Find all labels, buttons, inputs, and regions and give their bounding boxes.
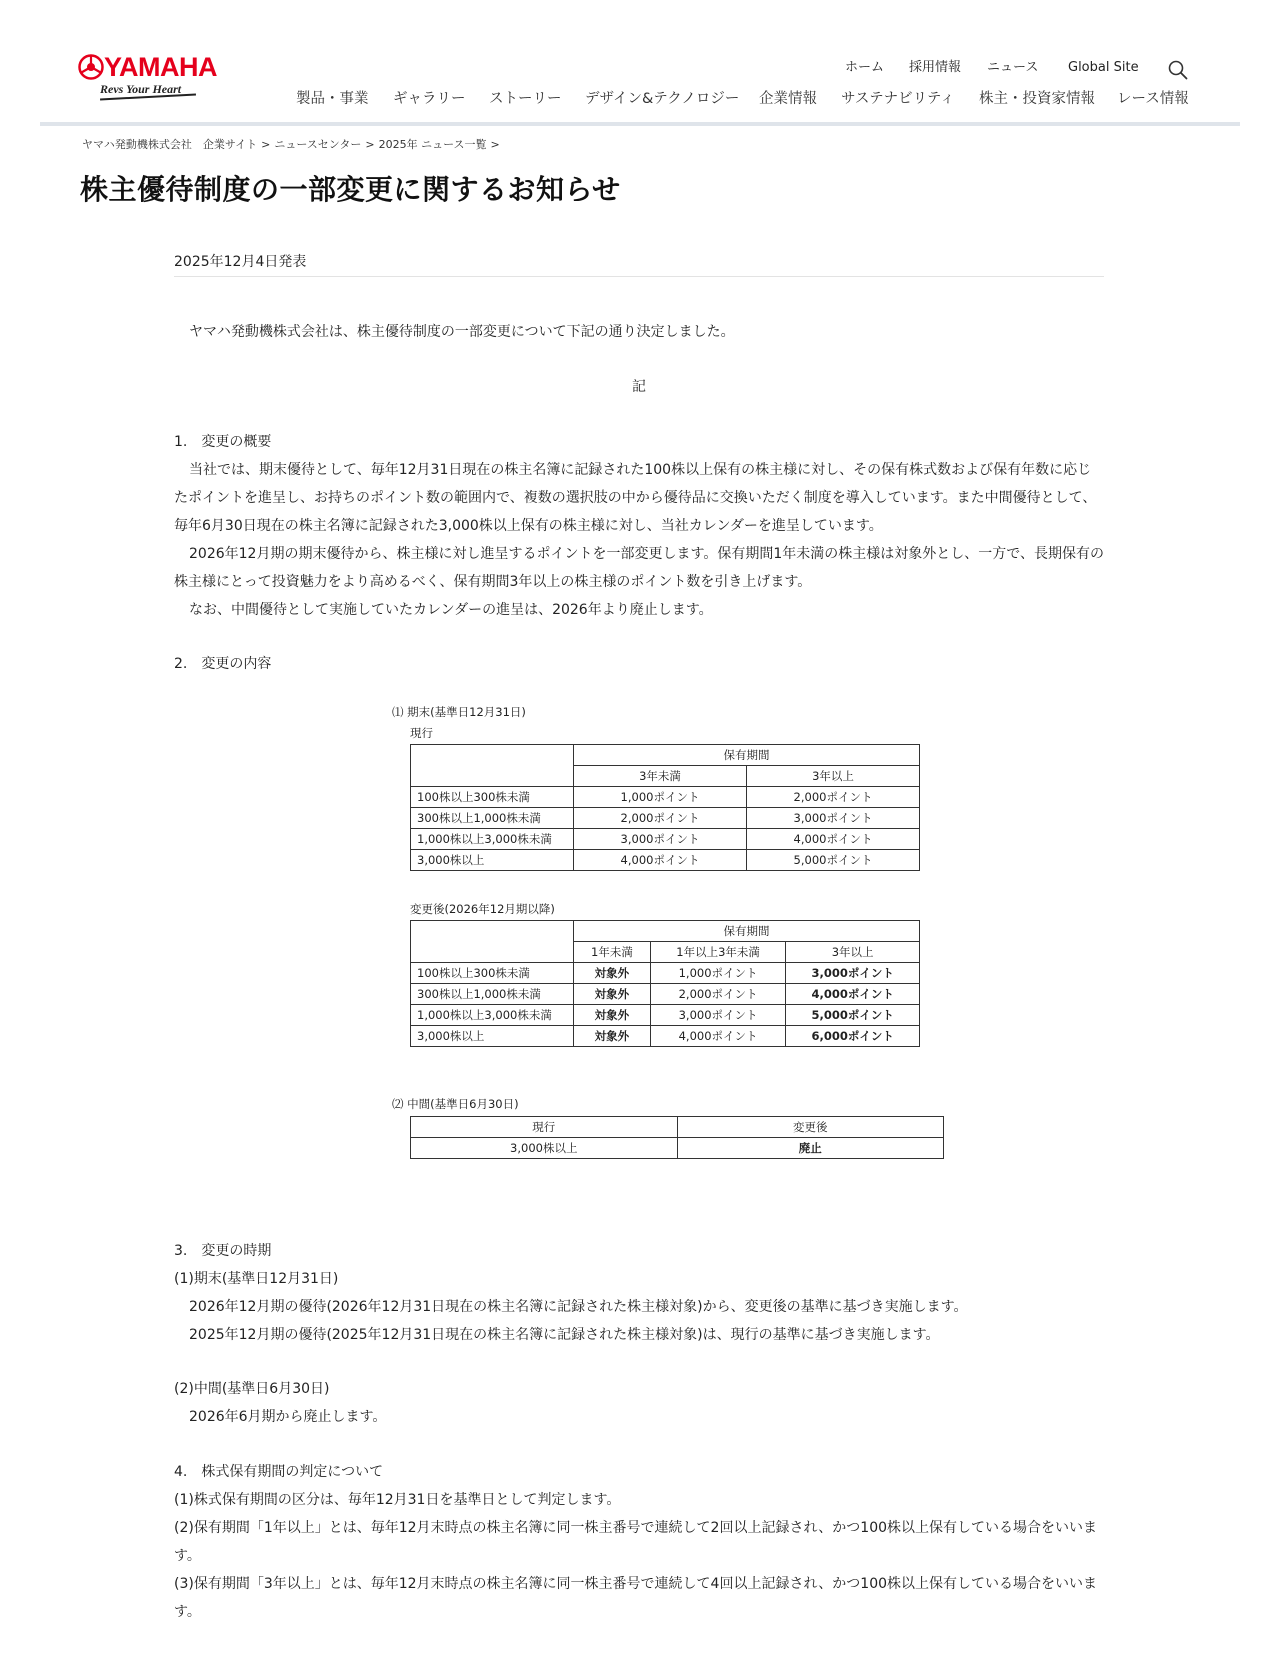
section-3-sub-1-paragraph-1: 2026年12月期の優待(2026年12月31日現在の株主名簿に記録された株主様対象)から、変更後の基準に基づき実施します。 xyxy=(189,1299,968,1315)
breadcrumb xyxy=(82,136,504,154)
table-cell: 廃止 xyxy=(677,1138,944,1159)
table-cell: 4,000ポイント xyxy=(786,984,920,1005)
section-3 xyxy=(174,1237,1104,1349)
table-corner-cell xyxy=(411,921,574,963)
section-4-paragraph-3: (3)保有期間「3年以上」とは、毎年12月末時点の株主名簿に同一株主番号で連続して4回以上記録され、かつ100株以上保有している場合をいいます。 xyxy=(174,1576,1098,1620)
table-cell: 対象外 xyxy=(574,1026,651,1047)
table-row-label: 300株以上1,000株未満 xyxy=(411,984,574,1005)
table-row xyxy=(411,745,920,766)
table-revised-caption: 変更後(2026年12月期以降) xyxy=(410,902,555,916)
util-nav-home[interactable]: ホーム xyxy=(845,60,885,75)
ki-marker: 記 xyxy=(632,379,646,395)
date-divider xyxy=(174,276,1104,277)
table-col-header: 1年以上3年未満 xyxy=(650,942,785,963)
section-1 xyxy=(174,428,1104,624)
util-nav-news[interactable]: ニュース xyxy=(987,60,1039,75)
table-cell: 2,000ポイント xyxy=(574,808,747,829)
table-col-header: 現行 xyxy=(411,1117,678,1138)
publish-date: 2025年12月4日発表 xyxy=(174,254,307,270)
table-col-header: 3年以上 xyxy=(786,942,920,963)
table-cell: 対象外 xyxy=(574,984,651,1005)
table-row xyxy=(411,1026,920,1047)
table-row xyxy=(411,1117,944,1138)
table-cell: 3,000ポイント xyxy=(574,829,747,850)
nav-design-technology[interactable]: デザイン&テクノロジー xyxy=(585,91,740,107)
util-nav-recruit[interactable]: 採用情報 xyxy=(909,60,962,75)
tuning-fork-emblem-icon xyxy=(78,54,104,80)
nav-corporate-info[interactable]: 企業情報 xyxy=(759,91,817,107)
table-cell: 3,000ポイント xyxy=(747,808,920,829)
table-cell: 対象外 xyxy=(574,1005,651,1026)
table-row-label: 3,000株以上 xyxy=(411,850,574,871)
section-1-paragraph-1: 当社では、期末優待として、毎年12月31日現在の株主名簿に記録された100株以上保有の株主様に対し、その保有株式数および保有年数に応じたポイントを進呈し、お持ちのポイント数の範囲内で、複数の選択肢の中から優待品に交換いただく制度を導入しています。また中間優待として、毎年6月30日現在の株主名簿に記録された3,000株以上保有の株主様に対し、当社カレンダーを進呈しています。 xyxy=(174,462,1097,534)
table-cell: 3,000ポイント xyxy=(786,963,920,984)
section-3-part-2 xyxy=(174,1375,1104,1431)
table-row-label: 100株以上300株未満 xyxy=(411,787,574,808)
table-interim xyxy=(410,1116,944,1159)
nav-investor-relations[interactable]: 株主・投資家情報 xyxy=(979,91,1095,107)
table-row xyxy=(411,921,920,942)
section-4 xyxy=(174,1458,1104,1626)
table-revised-points xyxy=(410,920,920,1047)
logo-tagline: Revs Your Heart xyxy=(100,82,182,96)
table-cell: 対象外 xyxy=(574,963,651,984)
table-current-caption: 現行 xyxy=(410,726,433,740)
table-row-label: 100株以上300株未満 xyxy=(411,963,574,984)
section-3-sub-2: (2)中間(基準日6月30日) xyxy=(174,1381,330,1397)
table-row-label: 3,000株以上 xyxy=(411,1026,574,1047)
table-cell: 2,000ポイント xyxy=(650,984,785,1005)
section-4-heading: 4. 株式保有期間の判定について xyxy=(174,1464,384,1480)
util-nav-global-site[interactable]: Global Site xyxy=(1068,60,1139,75)
table-row-label: 300株以上1,000株未満 xyxy=(411,808,574,829)
table-row xyxy=(411,1138,944,1159)
table-cell: 5,000ポイント xyxy=(786,1005,920,1026)
table-col-header: 3年未満 xyxy=(574,766,747,787)
table-col-header: 3年以上 xyxy=(747,766,920,787)
nav-products[interactable]: 製品・事業 xyxy=(296,91,369,107)
header-divider xyxy=(40,122,1240,126)
table-cell: 4,000ポイント xyxy=(747,829,920,850)
table-row xyxy=(411,850,920,871)
table-interim-section-caption: ⑵ 中間(基準日6月30日) xyxy=(392,1097,519,1111)
nav-story[interactable]: ストーリー xyxy=(489,91,562,107)
table-row xyxy=(411,829,920,850)
intro-block xyxy=(174,318,1104,346)
table-cell: 5,000ポイント xyxy=(747,850,920,871)
table-col-header: 変更後 xyxy=(677,1117,944,1138)
breadcrumb-separator: > xyxy=(490,138,500,151)
section-2-heading: 2. 変更の内容 xyxy=(174,656,272,672)
table-row-label: 1,000株以上3,000株未満 xyxy=(411,829,574,850)
table-group-header: 保有期間 xyxy=(574,745,920,766)
site-header xyxy=(0,0,1280,128)
table-row xyxy=(411,984,920,1005)
breadcrumb-separator: > xyxy=(261,138,271,151)
table-cell: 1,000ポイント xyxy=(574,787,747,808)
table-cell: 3,000株以上 xyxy=(411,1138,678,1159)
intro-paragraph: ヤマハ発動機株式会社は、株主優待制度の一部変更について下記の通り決定しました。 xyxy=(189,324,735,340)
table-current-points xyxy=(410,744,920,871)
table-row xyxy=(411,808,920,829)
nav-sustainability[interactable]: サステナビリティ xyxy=(841,91,955,107)
breadcrumb-separator: > xyxy=(365,138,375,151)
section-3-sub-1: (1)期末(基準日12月31日) xyxy=(174,1271,339,1287)
table-row xyxy=(411,1005,920,1026)
section-1-paragraph-2: 2026年12月期の期末優待から、株主様に対し進呈するポイントを一部変更します。保有期間1年未満の株主様は対象外とし、一方で、長期保有の株主様にとって投資魅力をより高めるべく、保有期間3年以上の株主様のポイント数を引き上げます。 xyxy=(174,546,1104,590)
section-3-sub-2-paragraph-1: 2026年6月期から廃止します。 xyxy=(189,1409,387,1425)
section-4-paragraph-1: (1)株式保有期間の区分は、毎年12月31日を基準日として判定します。 xyxy=(174,1492,621,1508)
section-3-sub-1-paragraph-2: 2025年12月期の優待(2025年12月31日現在の株主名簿に記録された株主様対象)は、現行の基準に基づき実施します。 xyxy=(189,1327,940,1343)
table-group-header: 保有期間 xyxy=(574,921,920,942)
table-year-end-section-caption: ⑴ 期末(基準日12月31日) xyxy=(392,705,526,719)
page-title: 株主優待制度の一部変更に関するお知らせ xyxy=(80,173,621,206)
table-cell: 2,000ポイント xyxy=(747,787,920,808)
table-cell: 4,000ポイント xyxy=(574,850,747,871)
section-4-paragraph-2: (2)保有期間「1年以上」とは、毎年12月末時点の株主名簿に同一株主番号で連続して2回以上記録され、かつ100株以上保有している場合をいいます。 xyxy=(174,1520,1098,1564)
table-col-header: 1年未満 xyxy=(574,942,651,963)
table-cell: 4,000ポイント xyxy=(650,1026,785,1047)
nav-racing[interactable]: レース情報 xyxy=(1117,91,1189,107)
section-1-paragraph-3: なお、中間優待として実施していたカレンダーの進呈は、2026年より廃止します。 xyxy=(189,602,713,618)
breadcrumb-item-corporate-site[interactable]: ヤマハ発動機株式会社 企業サイト xyxy=(82,138,258,151)
table-row-label: 1,000株以上3,000株未満 xyxy=(411,1005,574,1026)
section-1-heading: 1. 変更の概要 xyxy=(174,434,272,450)
table-cell: 6,000ポイント xyxy=(786,1026,920,1047)
table-row xyxy=(411,787,920,808)
table-cell: 1,000ポイント xyxy=(650,963,785,984)
breadcrumb-item-news-center[interactable]: ニュースセンター xyxy=(274,138,362,151)
table-cell: 3,000ポイント xyxy=(650,1005,785,1026)
section-3-heading: 3. 変更の時期 xyxy=(174,1243,272,1259)
logo-wordmark: YAMAHA xyxy=(104,52,218,82)
breadcrumb-item-news-list[interactable]: 2025年 ニュース一覧 xyxy=(378,138,487,151)
yamaha-logo[interactable] xyxy=(78,52,218,102)
nav-gallery[interactable]: ギャラリー xyxy=(393,91,466,107)
table-row xyxy=(411,963,920,984)
search-icon[interactable] xyxy=(1167,59,1189,81)
table-corner-cell xyxy=(411,745,574,787)
